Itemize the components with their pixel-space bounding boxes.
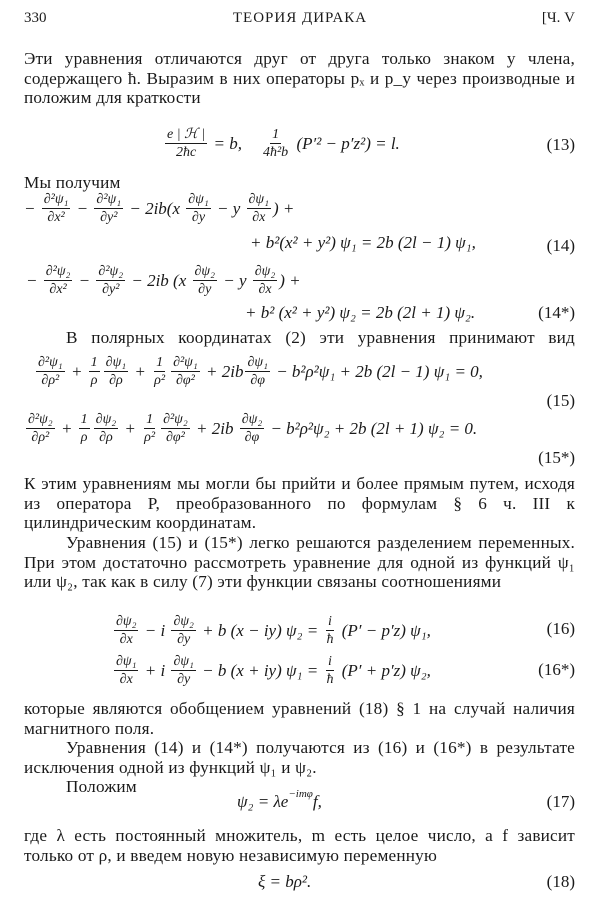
denominator: ∂φ [250, 373, 266, 388]
denominator: ρ [90, 373, 98, 388]
numerator: 1 [90, 355, 98, 370]
math-text: − y [212, 198, 245, 218]
math-text: − [74, 270, 95, 290]
paragraph-text: которые являются обобщением уравнений (18) § 1 на случай наличия магнитного поля. [24, 699, 575, 738]
equation-18 [258, 872, 311, 892]
paragraph-text: Эти уравнения отличаются друг от друга только знаком у члена, содержащего ħ. Выразим в них операторы pₓ и p_y через производные и положим для краткости [24, 49, 575, 108]
fraction [152, 355, 167, 388]
equation-13 [163, 127, 400, 160]
math-text: + b (x − iy) ψ₂ = [197, 620, 323, 640]
math-text: − [72, 198, 93, 218]
math-text: − b (x + iy) ψ₁ = [197, 660, 323, 680]
numerator: ∂²ψ₂ [98, 264, 124, 279]
numerator: ∂²ψ₂ [45, 264, 71, 279]
numerator: ∂ψ₂ [116, 614, 137, 629]
math-text: − b²ρ²ψ₂ + 2b (2l + 1) ψ₂ = 0. [266, 418, 478, 438]
math-text: − 2ib(x [125, 198, 185, 218]
math-text: − b²ρ²ψ₁ + 2b (2l − 1) ψ₁ = 0, [271, 361, 483, 381]
fraction [96, 264, 125, 297]
numerator: ∂²ψ₁ [38, 355, 63, 370]
fraction [186, 192, 210, 225]
equation-14star-line2 [245, 303, 475, 323]
math-text: + b²(x² + y²) ψ₁ = 2b (2l − 1) ψ₁, [250, 233, 476, 252]
equation-14star-line1 [26, 264, 301, 297]
fraction [89, 355, 100, 388]
numerator: ∂ψ₂ [95, 412, 117, 427]
paragraph-text: Уравнения (14) и (14*) получаются из (16) и (16*) в результате исключения одной из функций ψ₁ и ψ₂. [24, 738, 575, 777]
numerator: ∂ψ₁ [248, 192, 269, 207]
math-text: = b, [209, 133, 259, 153]
math-text: + [66, 361, 87, 381]
fraction [171, 355, 200, 388]
numerator: ∂ψ₁ [116, 654, 137, 669]
math-text: − [24, 198, 40, 218]
numerator: 1 [272, 127, 280, 142]
fraction [324, 614, 335, 647]
math-text: (P′ + p′z) ψ₂, [337, 660, 431, 680]
numerator: ∂²ψ₂ [163, 412, 188, 427]
paragraph [24, 49, 575, 108]
math-text: + [56, 418, 77, 438]
paragraph [24, 328, 575, 348]
denominator: ∂x² [47, 210, 65, 225]
equation-number: (18) [546, 872, 575, 891]
paragraph-text: Мы получим [24, 173, 121, 192]
denominator: ∂φ² [165, 430, 185, 445]
paragraph-text: где λ есть постоянный множитель, m есть целое число, а f зависит только от ρ, и введем новую независимую переменную [24, 826, 575, 865]
math-text: + [130, 361, 151, 381]
denominator: 4ħ²b [262, 145, 289, 160]
fraction [171, 654, 195, 687]
numerator: ∂ψ₂ [241, 412, 263, 427]
paragraph [24, 474, 575, 533]
fraction [324, 654, 335, 687]
math-text: + 2ib [201, 361, 244, 381]
equation-number: (13) [546, 135, 575, 154]
numerator: ∂ψ₂ [173, 614, 194, 629]
denominator: ∂x [252, 210, 266, 225]
denominator: ∂y [177, 672, 191, 687]
math-text: + i [140, 660, 170, 680]
fraction [171, 614, 195, 647]
paragraph-text: К этим уравнениям мы могли бы прийти и более прямым путем, исходя из оператора P, преобразованного по формулам § 6 ч. III к цилиндрическим координатам. [24, 474, 575, 533]
denominator: ∂x [258, 282, 272, 297]
fraction [142, 412, 157, 445]
fraction [114, 614, 138, 647]
denominator: 2ħc [176, 145, 197, 160]
math-text: f, [312, 792, 322, 811]
numerator: ∂ψ₂ [254, 264, 276, 279]
math-text: + 2ib [191, 418, 238, 438]
denominator: ρ² [154, 373, 166, 388]
fraction [253, 264, 277, 297]
fraction [104, 355, 128, 388]
denominator: ∂x [119, 632, 133, 647]
math-text: ξ = bρ². [258, 872, 312, 891]
math-text: − y [218, 270, 251, 290]
superscript: −imφ [288, 788, 313, 800]
numerator: ∂²ψ₂ [28, 412, 53, 427]
equation-number: (15) [546, 391, 575, 410]
denominator: ρ [80, 430, 88, 445]
fraction [42, 192, 71, 225]
math-text: (P′² − p′z²) = l. [292, 133, 400, 153]
fraction [36, 355, 65, 388]
fraction [26, 412, 55, 445]
paragraph-text: Уравнения (15) и (15*) легко решаются разделением переменных. При этом достаточно рассмотреть уравнение для одной из функций ψ₁ или ψ₂, так как в силу (7) эти функции связаны соотношениями [24, 533, 575, 592]
paragraph [24, 173, 164, 193]
equation-17 [237, 788, 322, 812]
math-text: ψ₂ = λe [237, 792, 289, 811]
fraction [94, 412, 118, 445]
equation-14-line2 [250, 233, 476, 253]
paragraph-text: В полярных координатах (2) эти уравнения принимают вид [66, 328, 575, 347]
math-text: − i [140, 620, 170, 640]
denominator: ∂ρ² [31, 430, 50, 445]
numerator: 1 [156, 355, 164, 370]
equation-14-line1 [24, 192, 294, 225]
fraction [193, 264, 217, 297]
denominator: ρ² [144, 430, 156, 445]
equation-16star [112, 654, 431, 687]
numerator: ∂²ψ₁ [173, 355, 198, 370]
equation-15star [24, 412, 477, 445]
denominator: ∂y² [100, 210, 118, 225]
math-text: − [26, 270, 42, 290]
denominator: ∂y [191, 210, 206, 225]
denominator: ∂x² [49, 282, 67, 297]
equation-number: (15*) [538, 448, 575, 467]
fraction [165, 127, 207, 160]
equation-number: (14) [546, 236, 575, 255]
numerator: e | ℋ | [167, 127, 206, 142]
equation-number: (14*) [538, 303, 575, 322]
denominator: ∂φ [244, 430, 260, 445]
numerator: ∂ψ₁ [188, 192, 209, 207]
denominator: ∂ρ² [41, 373, 60, 388]
fraction [94, 192, 123, 225]
math-text: + [120, 418, 141, 438]
numerator: i [328, 614, 332, 629]
page-number: 330 [24, 10, 47, 26]
math-text: + b² (x² + y²) ψ₂ = 2b (2l + 1) ψ₂. [245, 303, 476, 322]
equation-number: (16) [546, 619, 575, 638]
math-text: (P′ − p′z) ψ₁, [337, 620, 431, 640]
numerator: ∂ψ₁ [105, 355, 127, 370]
denominator: ∂ρ [99, 430, 113, 445]
math-text: ) + [279, 270, 301, 290]
fraction [44, 264, 73, 297]
paragraph [24, 826, 575, 865]
numerator: ∂²ψ₁ [43, 192, 69, 207]
numerator: 1 [146, 412, 154, 427]
fraction [114, 654, 138, 687]
denominator: ∂y² [102, 282, 120, 297]
paragraph [24, 738, 575, 777]
equation-number: (16*) [538, 660, 575, 679]
paragraph-text: Положим [66, 777, 137, 796]
equation-number: (17) [546, 792, 575, 811]
fraction [161, 412, 190, 445]
fraction [245, 355, 269, 388]
denominator: ∂x [119, 672, 133, 687]
fraction [247, 192, 271, 225]
numerator: ∂ψ₁ [247, 355, 268, 370]
denominator: ħ [326, 632, 334, 647]
denominator: ħ [326, 672, 334, 687]
math-text: − 2ib (x [127, 270, 191, 290]
equation-15 [34, 355, 483, 388]
running-title: ТЕОРИЯ ДИРАКА [232, 10, 368, 26]
fraction [261, 127, 290, 160]
equation-16 [112, 614, 431, 647]
denominator: ∂ρ [109, 373, 123, 388]
math-text: ) + [273, 198, 295, 218]
numerator: ∂ψ₂ [194, 264, 215, 279]
denominator: ∂y [177, 632, 191, 647]
numerator: 1 [80, 412, 88, 427]
denominator: ∂y [198, 282, 212, 297]
paragraph [24, 533, 575, 592]
numerator: ∂ψ₁ [173, 654, 194, 669]
chapter-label: [Ч. V [541, 10, 575, 26]
numerator: ∂²ψ₁ [96, 192, 122, 207]
paragraph [24, 699, 575, 738]
numerator: i [328, 654, 332, 669]
fraction [79, 412, 90, 445]
paragraph [24, 777, 204, 797]
fraction [240, 412, 264, 445]
denominator: ∂φ² [175, 373, 195, 388]
